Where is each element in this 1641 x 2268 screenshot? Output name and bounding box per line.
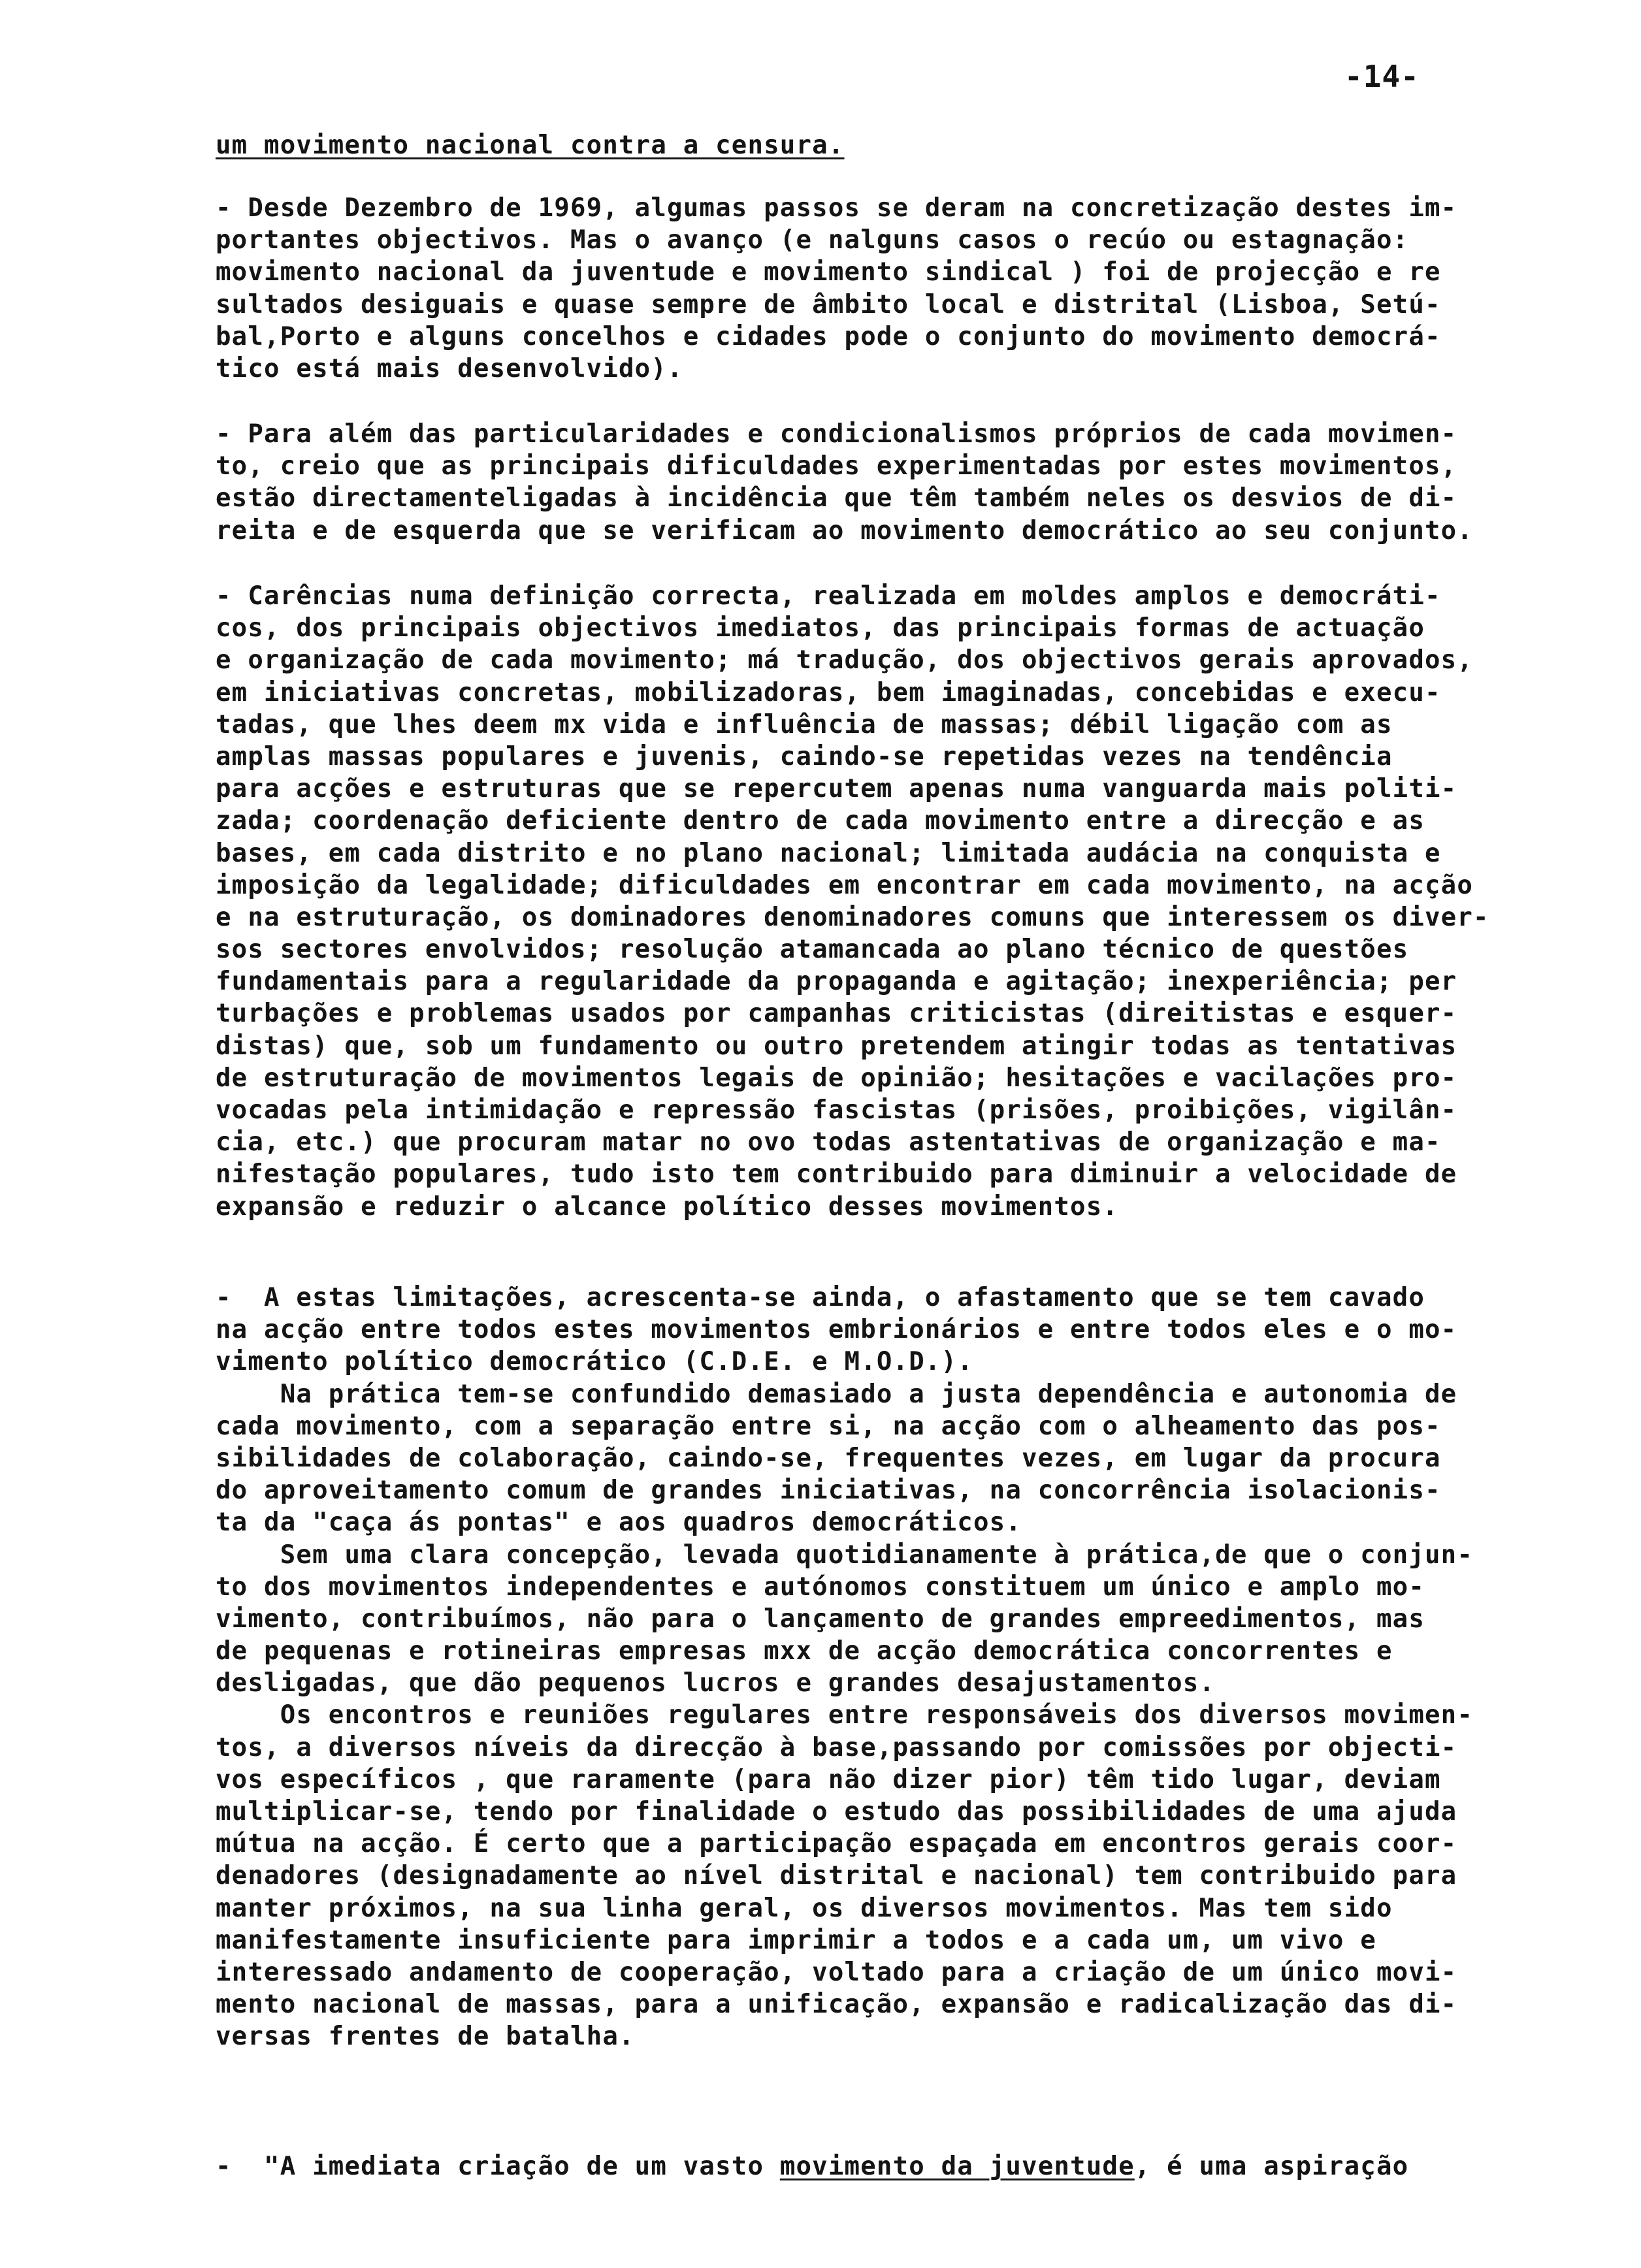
- text-line: interessado andamento de cooperação, voltado para a criação de um único movi-: [216, 1957, 1457, 1987]
- text-line: sultados desiguais e quase sempre de âmbito local e distrital (Lisboa, Setú-: [216, 289, 1441, 319]
- paragraph-3: [216, 580, 1614, 1223]
- text-line: [216, 2150, 1614, 2182]
- text-line: vimento, contribuímos, não para o lançamento de grandes empreedimentos, mas: [216, 1604, 1425, 1634]
- paragraph-4: [216, 1282, 1614, 2053]
- text-line: para acções e estruturas que se repercutem apenas numa vanguarda mais politi-: [216, 774, 1457, 804]
- text-line: cos, dos principais objectivos imediatos, das principais formas de actuação: [216, 613, 1425, 643]
- text-line: to dos movimentos independentes e autónomos constituem um único e amplo mo-: [216, 1572, 1425, 1602]
- text-line: Na prática tem-se confundido demasiado a justa dependência e autonomia de: [216, 1379, 1457, 1409]
- text-line: imposição da legalidade; dificuldades em encontrar em cada movimento, na acção: [216, 870, 1474, 900]
- text-line: Os encontros e reuniões regulares entre responsáveis dos diversos movimen-: [216, 1700, 1474, 1730]
- text-line: cia, etc.) que procuram matar no ovo todas astentativas de organização e ma-: [216, 1127, 1441, 1158]
- paragraph-2: [216, 418, 1614, 547]
- text-line: vos específicos , que raramente (para não dizer pior) têm tido lugar, deviam: [216, 1764, 1441, 1794]
- text-line: fundamentais para a regularidade da propaganda e agitação; inexperiência; per: [216, 967, 1457, 997]
- text-line: - A estas limitações, acrescenta-se ainda, o afastamento que se tem cavado: [216, 1283, 1425, 1312]
- heading-line: um movimento nacional contra a censura.: [216, 131, 845, 160]
- text-line: tos, a diversos níveis da direcção à base,passando por comissões por objecti-: [216, 1732, 1457, 1762]
- text-line: movimento nacional da juventude e movimento sindical ) foi de projecção e re: [216, 257, 1441, 287]
- text-line: amplas massas populares e juvenis, caindo-se repetidas vezes na tendência: [216, 741, 1393, 771]
- text-line: ta da "caça ás pontas" e aos quadros democráticos.: [216, 1508, 1022, 1538]
- text-line: versas frentes de batalha.: [216, 2022, 635, 2052]
- text-line: multiplicar-se, tendo por finalidade o estudo das possibilidades de uma ajuda: [216, 1797, 1457, 1826]
- text-line: reita e de esquerda que se verificam ao movimento democrático ao seu conjunto.: [216, 515, 1474, 545]
- text-line: na acção entre todos estes movimentos embrionários e entre todos eles e o mo-: [216, 1315, 1457, 1345]
- page-heading: [216, 129, 1614, 161]
- text-line: mútua na acção. É certo que a participação espaçada em encontros gerais coor-: [216, 1829, 1457, 1859]
- text-line: vocadas pela intimidação e repressão fascistas (prisões, proibições, vigilân-: [216, 1095, 1457, 1125]
- text-line: de pequenas e rotineiras empresas mxx de acção democrática concorrentes e: [216, 1636, 1393, 1666]
- text-line: Sem uma clara concepção, levada quotidianamente à prática,de que o conjun-: [216, 1540, 1474, 1570]
- final-line-before: - "A imediata criação de um vasto: [216, 2152, 780, 2181]
- text-line: sibilidades de colaboração, caindo-se, frequentes vezes, em lugar da procura: [216, 1443, 1441, 1473]
- text-line: estão directamenteligadas à incidência que têm também neles os desvios de di-: [216, 483, 1457, 513]
- text-line: mento nacional de massas, para a unificação, expansão e radicalização das di-: [216, 1990, 1457, 2020]
- text-line: turbações e problemas usados por campanhas criticistas (direitistas e esquer-: [216, 999, 1457, 1029]
- text-line: de estruturação de movimentos legais de opinião; hesitações e vacilações pro-: [216, 1063, 1457, 1093]
- final-line-after: , é uma aspiração: [1134, 2152, 1409, 2181]
- text-line: cada movimento, com a separação entre si, na acção com o alheamento das pos-: [216, 1411, 1441, 1441]
- text-line: e organização de cada movimento; má tradução, dos objectivos gerais aprovados,: [216, 645, 1474, 675]
- text-line: expansão e reduzir o alcance político desses movimentos.: [216, 1191, 1119, 1222]
- text-line: bal,Porto e alguns concelhos e cidades pode o conjunto do movimento democrá-: [216, 321, 1441, 351]
- text-line: e na estruturação, os dominadores denominadores comuns que interessem os diver-: [216, 902, 1489, 932]
- text-line: - Desde Dezembro de 1969, algumas passos se deram na concretização destes im-: [216, 193, 1457, 223]
- text-line: - Para além das particularidades e condicionalismos próprios de cada movimen-: [216, 419, 1457, 449]
- text-line: - Carências numa definição correcta, realizada em moldes amplos e democráti-: [216, 581, 1441, 611]
- text-line: tadas, que lhes deem mx vida e influência de massas; débil ligação com as: [216, 709, 1393, 739]
- final-line: [216, 2150, 1614, 2182]
- text-line: nifestação populares, tudo isto tem contribuido para diminuir a velocidade de: [216, 1159, 1457, 1190]
- text-line: em iniciativas concretas, mobilizadoras, bem imaginadas, concebidas e execu-: [216, 677, 1441, 707]
- text-line: desligadas, que dão pequenos lucros e grandes desajustamentos.: [216, 1668, 1216, 1698]
- text-line: manter próximos, na sua linha geral, os diversos movimentos. Mas tem sido: [216, 1893, 1393, 1923]
- text-line: vimento político democrático (C.D.E. e M.O.D.).: [216, 1347, 973, 1377]
- text-line: bases, em cada distrito e no plano nacional; limitada audácia na conquista e: [216, 838, 1441, 868]
- text-line: do aproveitamento comum de grandes iniciativas, na concorrência isolacionis-: [216, 1476, 1441, 1506]
- text-line: distas) que, sob um fundamento ou outro pretendem atingir todas as tentativas: [216, 1031, 1457, 1061]
- final-line-underlined: movimento da juventude: [779, 2152, 1135, 2181]
- text-line: tico está mais desenvolvido).: [216, 353, 683, 383]
- text-line: to, creio que as principais dificuldades experimentadas por estes movimentos,: [216, 451, 1457, 481]
- text-line: sos sectores envolvidos; resolução atamancada ao plano técnico de questões: [216, 935, 1409, 965]
- text-line: manifestamente insuficiente para imprimir a todos e a cada um, um vivo e: [216, 1925, 1376, 1955]
- page-number: -14-: [1344, 59, 1420, 94]
- text-line: zada; coordenação deficiente dentro de cada movimento entre a direcção e as: [216, 806, 1425, 836]
- text-line: denadores (designadamente ao nível distrital e nacional) tem contribuido para: [216, 1861, 1457, 1891]
- paragraph-1: [216, 192, 1614, 385]
- text-line: portantes objectivos. Mas o avanço (e nalguns casos o recúo ou estagnação:: [216, 225, 1409, 255]
